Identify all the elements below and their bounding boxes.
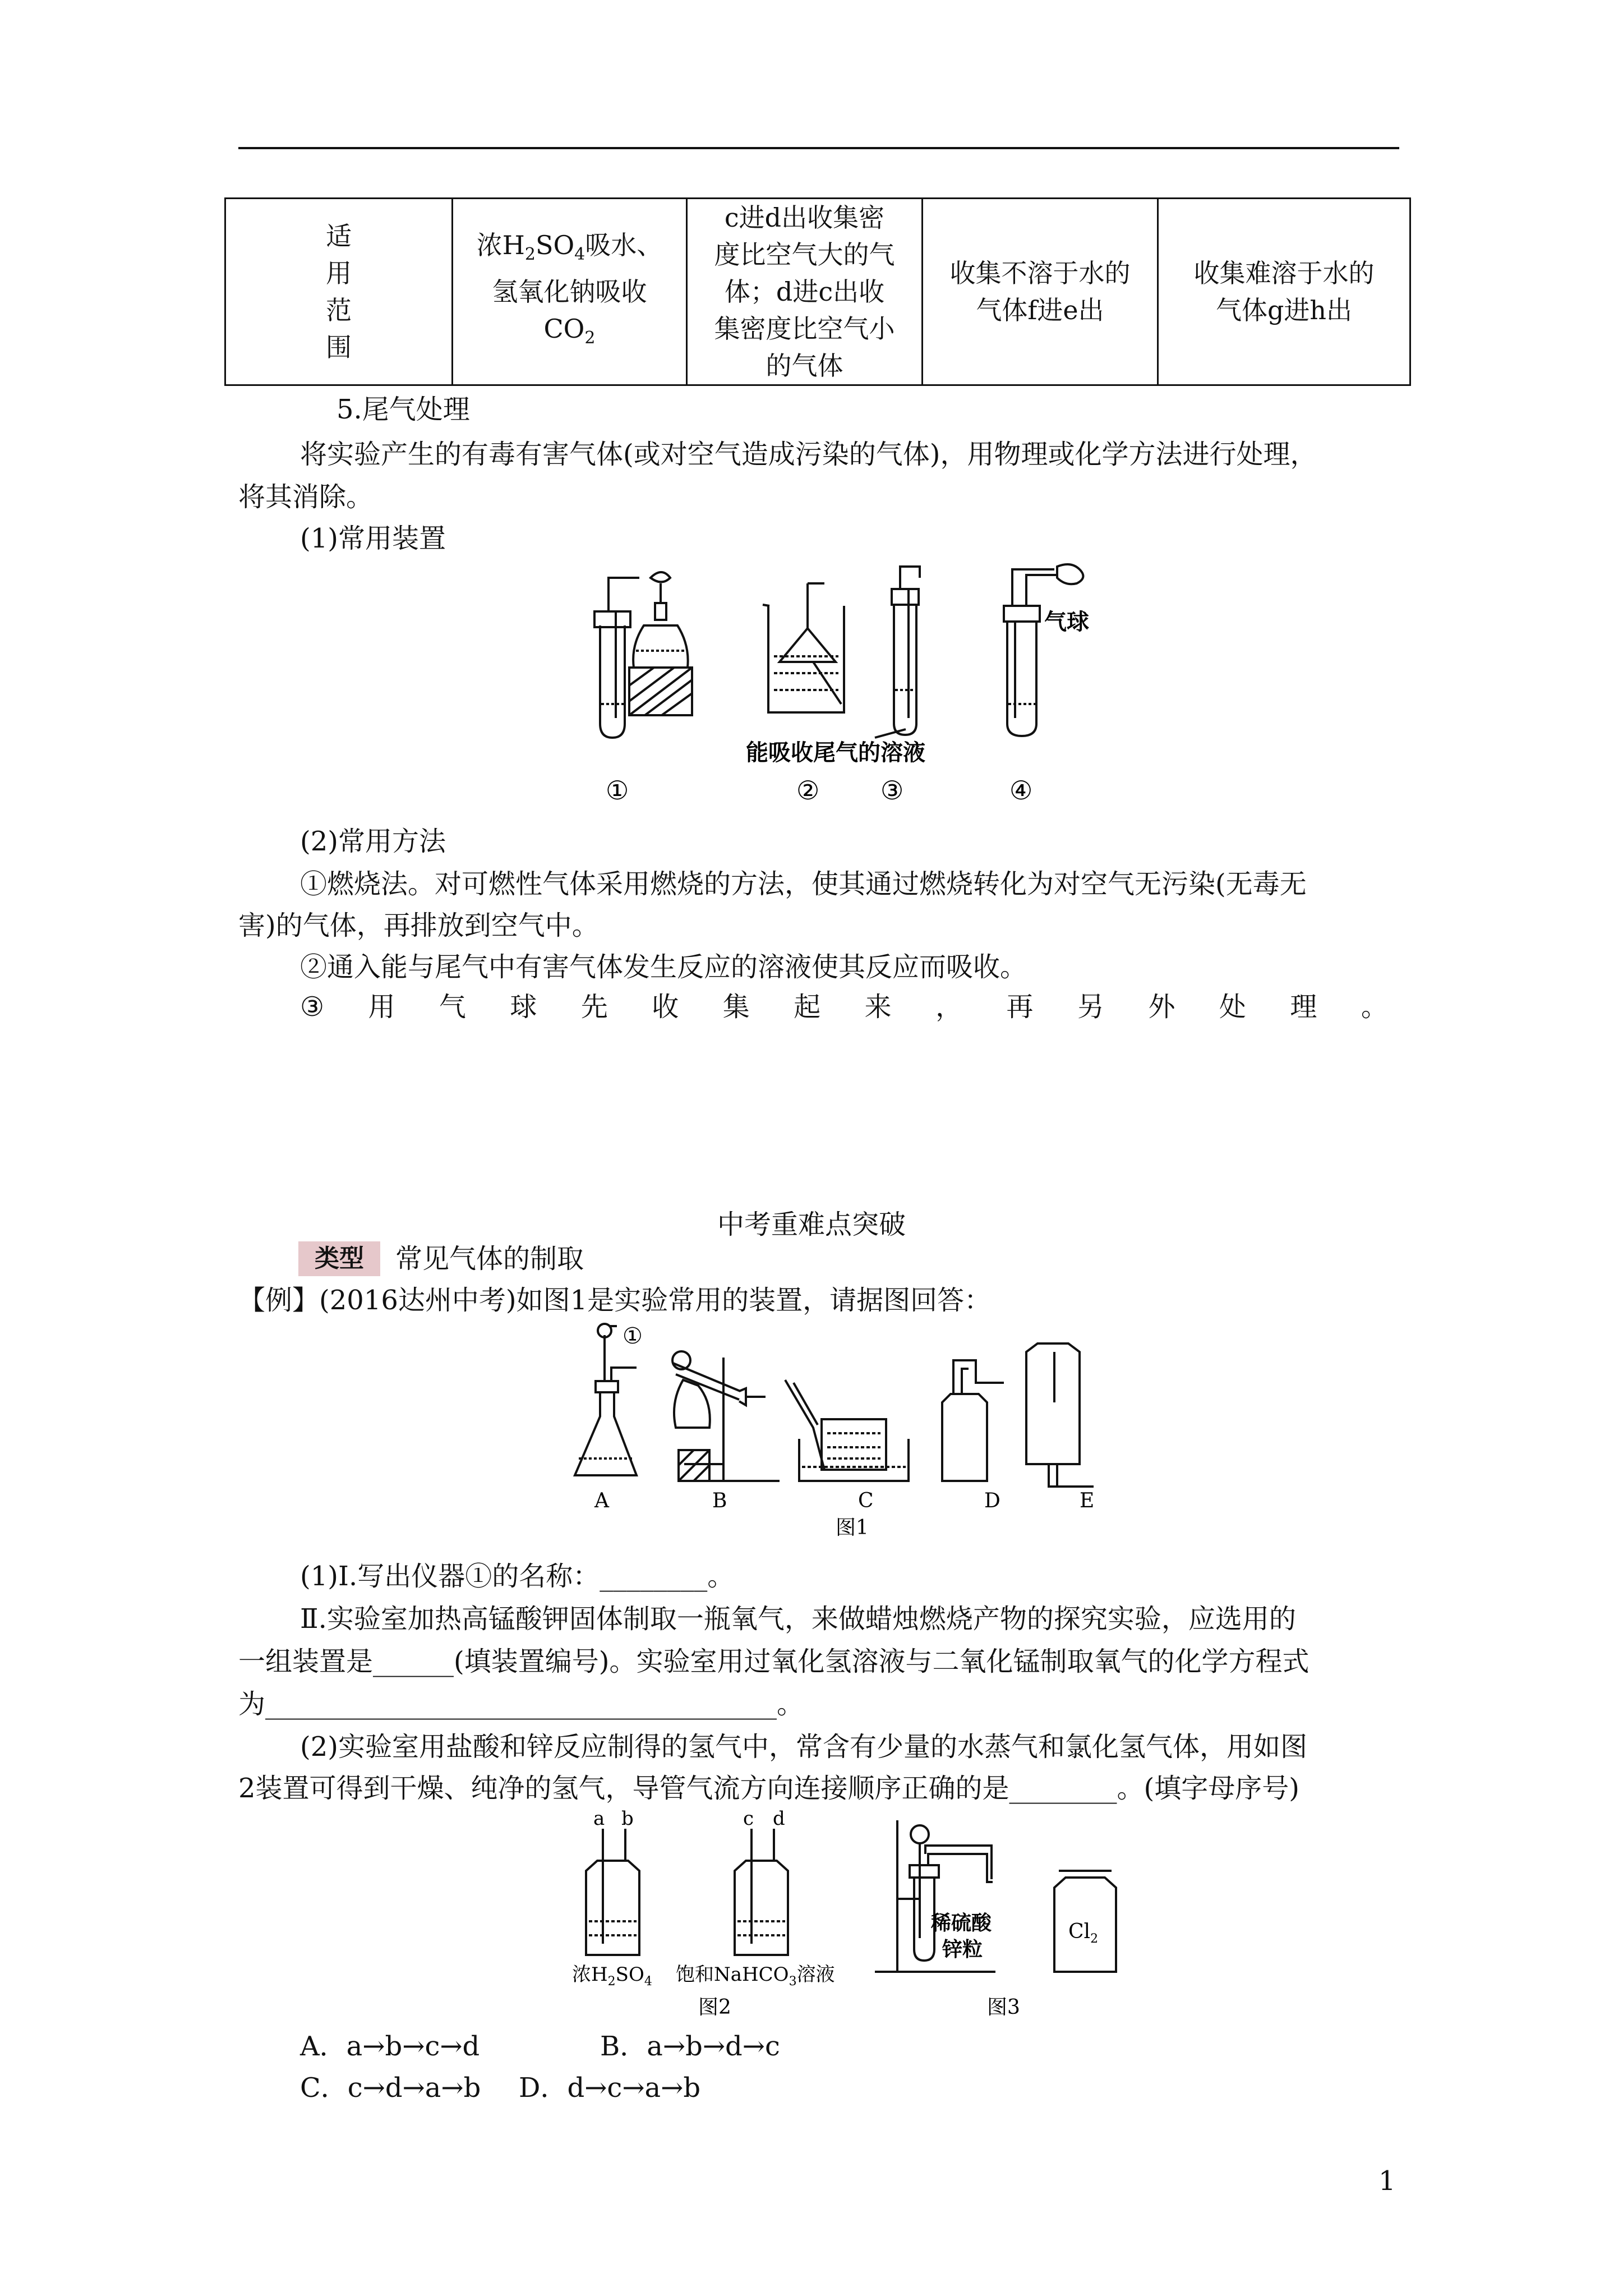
port-letter: d bbox=[773, 1809, 785, 1830]
apparatus-letter: A bbox=[594, 1489, 609, 1512]
acid-label: 稀硫酸 bbox=[931, 1911, 992, 1935]
apparatus-letter: D bbox=[984, 1489, 1000, 1512]
figure-1-apparatus bbox=[561, 1318, 1122, 1548]
answer-option: D．d→c→a→b bbox=[519, 2072, 701, 2104]
figure-caption: 图1 bbox=[836, 1516, 869, 1539]
tail-gas-devices-figure bbox=[578, 561, 1127, 813]
device-number: ① bbox=[606, 775, 629, 806]
port-letter: a bbox=[593, 1809, 605, 1830]
method-line-justified: ③ 用 气 球 先 收 集 起 来 ， 再 另 外 处 理 。 bbox=[300, 991, 1388, 1023]
method-line: ②通入能与尾气中有害气体发生反应的溶液使其反应而吸收。 bbox=[300, 951, 1027, 983]
table-cell-air: c进d出收集密 度比空气大的气 体；d进c出收 集密度比空气小 的气体 bbox=[687, 199, 923, 385]
answer-option: B．a→b→d→c bbox=[600, 2031, 780, 2062]
question-line: 为______________________________________。 bbox=[238, 1688, 804, 1720]
apparatus-letter: B bbox=[712, 1489, 727, 1512]
collection-range-table bbox=[224, 197, 1411, 386]
figure-caption: 图2 bbox=[698, 1996, 731, 2019]
header-rule bbox=[238, 147, 1399, 149]
reagent-label: 浓$H_2SO_4$ bbox=[572, 1963, 652, 1989]
type-title: 常见气体的制取 bbox=[395, 1243, 584, 1274]
zinc-label: 锌粒 bbox=[942, 1938, 983, 1961]
table-cell-water1: 收集不溶于水的 气体f进e出 bbox=[923, 199, 1158, 385]
page-number: 1 bbox=[1378, 2165, 1396, 2197]
question-line: Ⅱ.实验室加热高锰酸钾固体制取一瓶氧气，来做蜡烛燃烧产物的探究实验，应选用的 bbox=[300, 1603, 1296, 1635]
solution-label: 能吸收尾气的溶液 bbox=[746, 739, 925, 766]
answer-option: A．a→b→c→d bbox=[300, 2031, 480, 2062]
subheading: (1)常用装置 bbox=[300, 523, 446, 554]
table-cell-water2: 收集难溶于水的 气体g进h出 bbox=[1158, 199, 1410, 385]
chlorine-label: $Cl_2$ bbox=[1068, 1920, 1099, 1946]
table-cell-range: 适 用 范 围 bbox=[225, 199, 453, 385]
instrument-mark: ① bbox=[623, 1323, 643, 1349]
balloon-label: 气球 bbox=[1044, 609, 1089, 635]
port-letter: b bbox=[621, 1809, 634, 1830]
paragraph-line: 将其消除。 bbox=[238, 481, 374, 513]
subheading: (2)常用方法 bbox=[300, 826, 446, 857]
example-line: 【例】(2016达州中考)如图1是实验常用的装置，请据图回答： bbox=[238, 1285, 992, 1316]
question-line: 2装置可得到干燥、纯净的氢气，导管气流方向连接顺序正确的是________。(填字母序号) bbox=[238, 1773, 1299, 1804]
method-line: ①燃烧法。对可燃性气体采用燃烧的方法，使其通过燃烧转化为对空气无污染(无毒无 bbox=[300, 868, 1307, 900]
port-letter: c bbox=[743, 1809, 754, 1830]
section-title: 中考重难点突破 bbox=[717, 1209, 906, 1240]
figure-2-3-apparatus bbox=[561, 1809, 1155, 2028]
device-number: ④ bbox=[1009, 775, 1033, 806]
question-line: 一组装置是______(填装置编号)。实验室用过氧化氢溶液与二氧化锰制取氧气的化学方程式 bbox=[238, 1646, 1310, 1677]
paragraph-line: 将实验产生的有毒有害气体(或对空气造成污染的气体)，用物理或化学方法进行处理， bbox=[300, 439, 1317, 470]
figure-caption: 图3 bbox=[987, 1996, 1020, 2019]
method-line: 害)的气体，再排放到空气中。 bbox=[238, 910, 599, 941]
reagent-label: 饱和NaHCO$_3$溶液 bbox=[676, 1963, 835, 1989]
question-line: (1)Ⅰ.写出仪器①的名称：________。 bbox=[300, 1561, 735, 1592]
table-row bbox=[225, 199, 1410, 385]
section-heading: 5.尾气处理 bbox=[336, 394, 470, 425]
apparatus-letter: E bbox=[1080, 1489, 1095, 1512]
table-cell-dry: 浓$H_2SO_4$吸水、 氢氧化钠吸收 $CO_2$ bbox=[453, 199, 687, 385]
apparatus-letter: C bbox=[858, 1489, 874, 1512]
device-number: ② bbox=[796, 775, 820, 806]
question-line: (2)实验室用盐酸和锌反应制得的氢气中，常含有少量的水蒸气和氯化氢气体，用如图 bbox=[300, 1731, 1307, 1763]
device-number: ③ bbox=[880, 775, 904, 806]
answer-option: C．c→d→a→b bbox=[300, 2072, 481, 2104]
type-tag: 类型 bbox=[298, 1241, 380, 1276]
